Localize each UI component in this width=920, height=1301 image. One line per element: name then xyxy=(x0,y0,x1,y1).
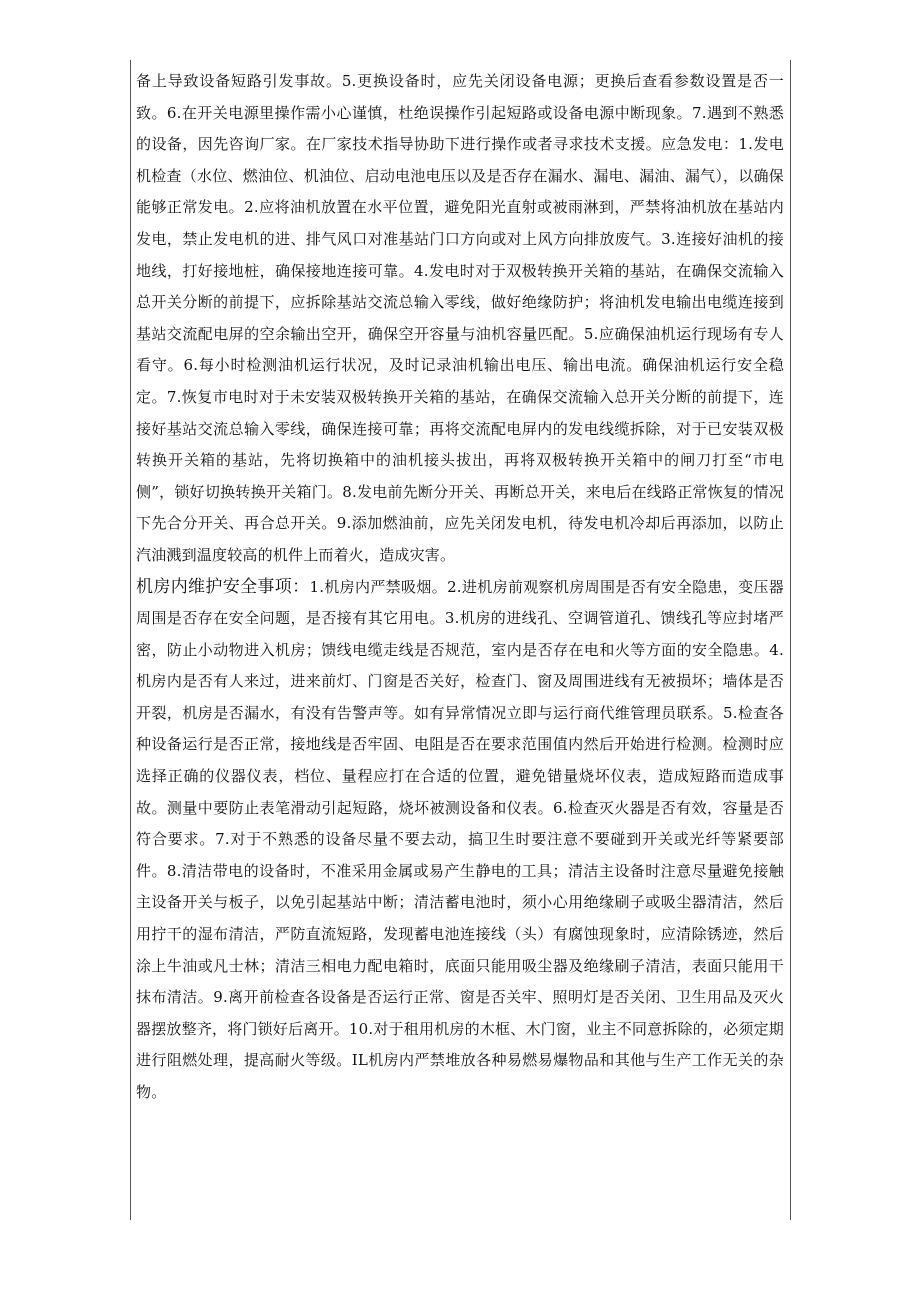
paragraph-power-safety: 备上导致设备短路引发事故。5.更换设备时，应先关闭设备电源；更换后查看参数设置是否一致。6.在开关电源里操作需小心谨慎，杜绝误操作引起短路或设备电源中断现象。7.遇到不熟悉的设备，因先咨询厂家。在厂家技术指导协助下进行操作或者寻求技术支援。应急发电：1.发电机检查（水位、燃油位、机油位、启动电池电压以及是否存在漏水、漏电、漏油、漏气），以确保能够正常发电。2.应将油机放置在水平位置，避免阳光直射或被雨淋到，严禁将油机放在基站内发电，禁止发电机的进、排气风口对准基站门口方向或对上风方向排放废气。3.连接好油机的接地线，打好接地桩，确保接地连接可靠。4.发电时对于双极转换开关箱的基站，在确保交流输入总开关分断的前提下，应拆除基站交流总输入零线，做好绝缘防护；将油机发电输出电缆连接到基站交流配电屏的空余输出空开，确保空开容量与油机容量匹配。5.应确保油机运行现场有专人看守。6.每小时检测油机运行状况，及时记录油机输出电压、输出电流。确保油机运行安全稳定。7.恢复市电时对于未安装双极转换开关箱的基站，在确保交流输入总开关分断的前提下，连接好基站交流总输入零线，确保连接可靠；再将交流配电屏内的发电线缆拆除，对于已安装双极转换开关箱的基站，先将切换箱中的油机接头拔出，再将双极转换开关箱中的闸刀打至“市电侧”，锁好切换转换开关箱门。8.发电前先断分开关、再断总开关，来电后在线路正常恢复的情况下先合分开关、再合总开关。9.添加燃油前，应先关闭发电机，待发电机冷却后再添加，以防止汽油溅到温度较高的机件上而着火，造成灾害。 xyxy=(136,72,784,564)
paragraph-room-maintenance xyxy=(136,572,784,1109)
section-heading: 机房内维护安全事项： xyxy=(136,576,310,597)
section-body: 1.机房内严禁吸烟。2.进机房前观察机房周围是否有安全隐患，变压器周围是否存在安全问题，是否接有其它用电。3.机房的进线孔、空调管道孔、馈线孔等应封堵严密，防止小动物进入机房；馈线电缆走线是否规范，室内是否存在电和火等方面的安全隐患。4.机房内是否有人来过，进来前灯、门窗是否关好，检查门、窗及周围进线有无被损坏；墙体是否开裂，机房是否漏水，有没有告警声等。如有异常情况立即与运行商代维管理员联系。5.检查各种设备运行是否正常，接地线是否牢固、电阻是否在要求范围值内然后开始进行检测。检测时应选择正确的仪器仪表，档位、量程应打在合适的位置，避免错量烧坏仪表，造成短路而造成事故。测量中要防止表笔滑动引起短路，烧坏被测设备和仪表。6.检查灭火器是否有效，容量是否符合要求。7.对于不熟悉的设备尽量不要去动，搞卫生时要注意不要碰到开关或光纤等紧要部件。8.清洁带电的设备时，不准采用金属或易产生静电的工具；清洁主设备时注意尽量避免接触主设备开关与板子，以免引起基站中断；清洁蓄电池时，须小心用绝缘刷子或吸尘器清洁，然后用拧干的湿布清洁，严防直流短路，发现蓄电池连接线（头）有腐蚀现象时，应清除锈迹，然后涂上牛油或凡士林；清洁三相电力配电箱时，底面只能用吸尘器及绝缘刷子清洁，表面只能用干抹布清洁。9.离开前检查各设备是否运行正常、窗是否关牢、照明灯是否关闭、卫生用品及灭火器摆放整齐，将门锁好后离开。10.对于租用机房的木框、木门窗，业主不同意拆除的，必须定期进行阻燃处理，提高耐火等级。IL机房内严禁堆放各种易燃易爆物品和其他与生产工作无关的杂物。 xyxy=(136,577,785,1101)
document-body xyxy=(136,66,784,1109)
